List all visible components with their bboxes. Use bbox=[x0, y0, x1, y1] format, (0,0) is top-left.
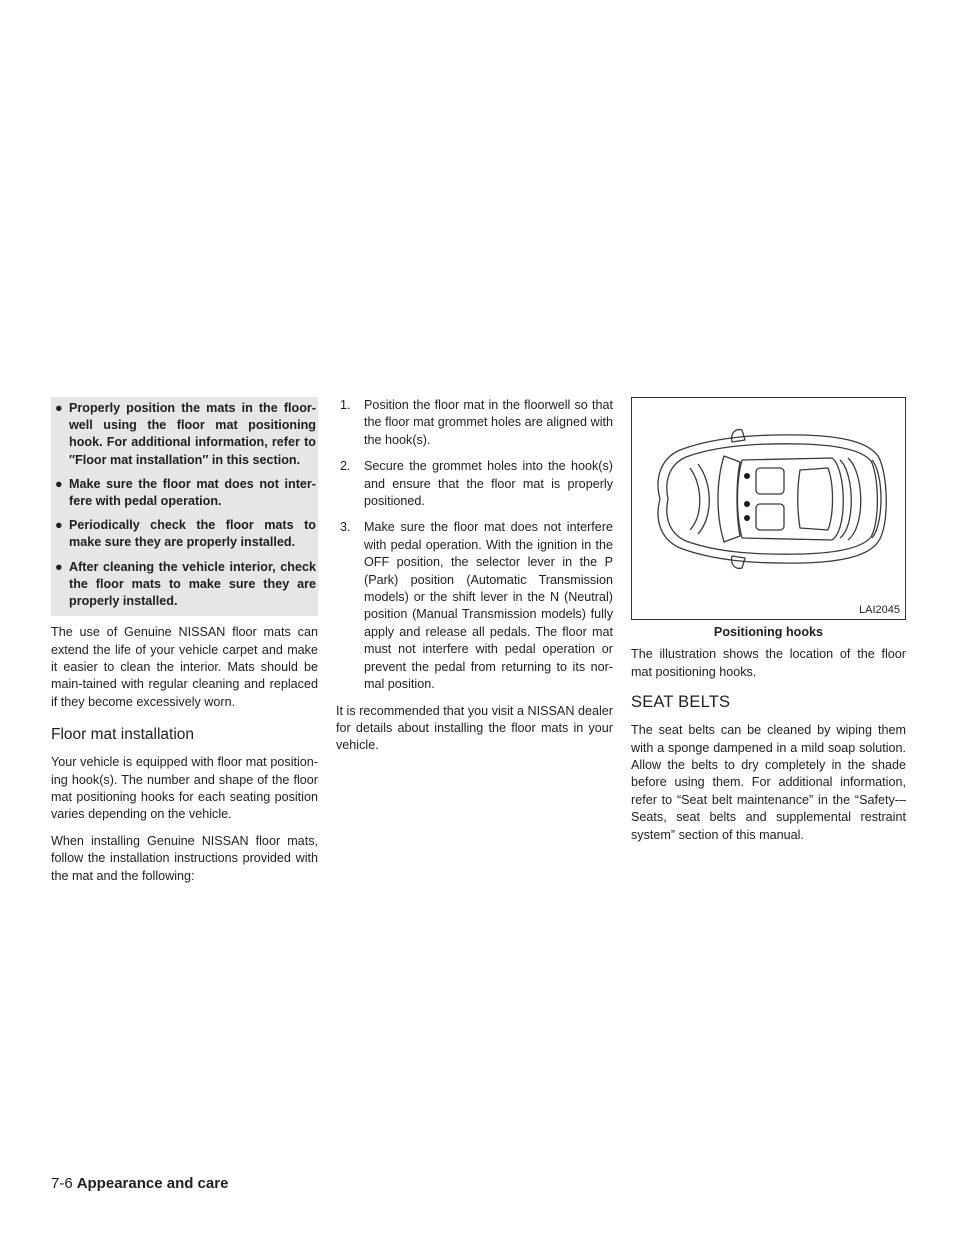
caution-item bbox=[51, 400, 318, 469]
figure-description: The illustration shows the location of the floor mat positioning hooks. bbox=[631, 647, 906, 679]
positioning-hook-icon bbox=[744, 501, 750, 507]
caution-text: Make sure the floor mat does not inter-fere with pedal operation. bbox=[69, 476, 316, 509]
bullet-icon: ● bbox=[55, 476, 63, 491]
section-title: Appearance and care bbox=[76, 1175, 229, 1192]
vehicle-top-view-figure bbox=[631, 397, 906, 620]
caution-text: After cleaning the vehicle interior, check the floor mats to make sure they are properly installed. bbox=[69, 559, 316, 609]
roof-outline bbox=[738, 458, 844, 540]
middle-column bbox=[336, 397, 613, 764]
list-item bbox=[336, 397, 613, 449]
mirror-icon bbox=[732, 430, 745, 442]
step-number: 3. bbox=[340, 520, 351, 535]
car-body-outline bbox=[658, 435, 886, 563]
installing-paragraph: When installing Genuine NISSAN floor mats, follow the installation instructions provided with the mat and the following: bbox=[51, 833, 318, 883]
caution-item bbox=[51, 517, 318, 551]
step-number: 1. bbox=[340, 398, 351, 412]
hooks-paragraph: Your vehicle is equipped with floor mat position-ing hook(s). The number and shape of the floor mat positioning hooks for each seating position varies depending on the vehicle. bbox=[51, 755, 318, 822]
positioning-hook-icon bbox=[744, 473, 750, 479]
installation-steps bbox=[336, 397, 613, 694]
right-column bbox=[631, 397, 906, 853]
bullet-icon: ● bbox=[55, 518, 63, 533]
floor-mat-installation-heading: Floor mat installation bbox=[51, 726, 195, 744]
page-footer bbox=[51, 1175, 228, 1193]
seat-belts-paragraph: The seat belts can be cleaned by wiping them with a sponge dampened in a mild soap solution. Allow the belts to dry completely in the shade before using them. For additional information, refer to “Seat belt maintenance” in the “Safety-–Seats, seat belts and supplemental restraint system” section of this manual. bbox=[631, 723, 906, 842]
windshield bbox=[718, 456, 740, 542]
caution-item bbox=[51, 476, 318, 510]
caution-item bbox=[51, 559, 318, 611]
rear-seat bbox=[798, 468, 833, 530]
bullet-icon: ● bbox=[55, 401, 63, 415]
front-seat bbox=[756, 468, 784, 494]
step-number: 2. bbox=[340, 459, 351, 474]
step-text: Position the floor mat in the floorwell so that the floor mat grommet holes are aligned with the hook(s). bbox=[364, 398, 613, 447]
positioning-hook-icon bbox=[744, 515, 750, 521]
front-seat bbox=[756, 504, 784, 530]
dealer-recommendation: It is recommended that you visit a NISSAN dealer for details about installing the floor mats in your vehicle. bbox=[336, 703, 613, 753]
caution-text: Periodically check the floor mats to make sure they are properly installed. bbox=[69, 518, 316, 550]
figure-caption: Positioning hooks bbox=[713, 625, 824, 639]
seat-belts-heading: SEAT BELTS bbox=[631, 693, 731, 712]
figure-code: LAI2045 bbox=[859, 604, 900, 616]
intro-paragraph: The use of Genuine NISSAN floor mats can extend the life of your vehicle carpet and make it easier to clean the interior. Mats should be main-tained with regular cleaning and replaced if they become excessively worn. bbox=[51, 625, 318, 709]
page-number: 7-6 bbox=[51, 1175, 73, 1192]
step-text: Secure the grommet holes into the hook(s) and ensure that the floor mat is properly positioned. bbox=[364, 459, 613, 509]
list-item bbox=[336, 458, 613, 510]
caution-box bbox=[51, 397, 318, 616]
left-column bbox=[51, 397, 318, 894]
step-text: Make sure the floor mat does not interfere with pedal operation. With the ignition in the OFF position, the selector lever in the P (Park) position (Automatic Transmission models) or the shift lever in the N (Neutral) position (Manual Transmission models) fully apply and release all pedals. The floor mat must not interfere with pedal operation or prevent the pedal from returning to its nor-mal position. bbox=[364, 520, 613, 692]
bullet-icon: ● bbox=[55, 559, 63, 574]
list-item bbox=[336, 519, 613, 693]
car-top-view-illustration bbox=[632, 398, 905, 619]
mirror-icon bbox=[732, 556, 745, 568]
caution-text: Properly position the mats in the floor-well using the floor mat positioning hook. For additional information, refer to ″Floor mat installation″ in this section. bbox=[69, 401, 316, 467]
